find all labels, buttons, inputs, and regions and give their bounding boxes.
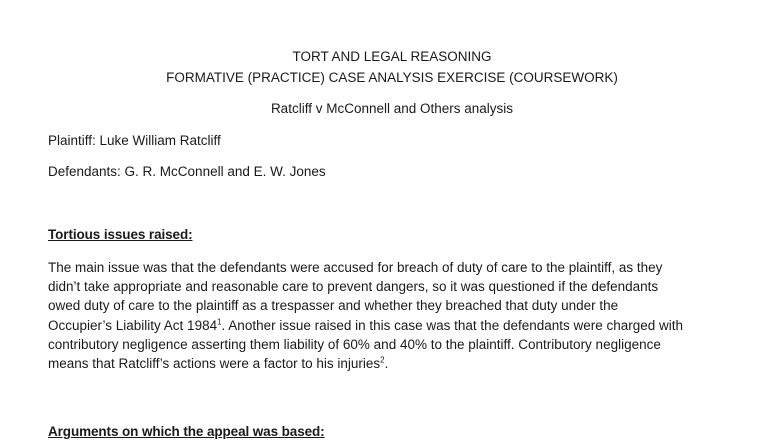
arguments-heading: Arguments on which the appeal was based:: [48, 424, 325, 439]
paragraph-line: didn’t take appropriate and reasonable care to prevent dangers, so it was questioned if the defendants: [48, 279, 659, 295]
footnote-ref-2[interactable]: 2: [380, 355, 385, 365]
paragraph-line: [48, 316, 738, 335]
tortious-issues-paragraph: [48, 258, 738, 373]
exercise-title: FORMATIVE (PRACTICE) CASE ANALYSIS EXERCISE (COURSEWORK): [166, 70, 618, 85]
paragraph-line: The main issue was that the defendants were accused for breach of duty of care to the plaintiff, as they: [48, 260, 663, 275]
text-run: .: [384, 356, 389, 372]
text-run: . Another issue raised in this case was that the defendants were charged with: [221, 317, 684, 333]
paragraph-line: owed duty of care to the plaintiff as a trespasser and whether they breached that duty under the: [48, 298, 619, 314]
course-title: TORT AND LEGAL REASONING: [292, 49, 492, 64]
plaintiff-line: Plaintiff: Luke William Ratcliff: [48, 133, 221, 148]
text-run: Occupier’s Liability Act 1984: [48, 317, 218, 333]
paragraph-line: contributory negligence asserting them liability of 60% and 40% to the plaintiff. Contributory negligence: [48, 336, 661, 352]
footnote-ref-1[interactable]: 1: [217, 317, 222, 327]
case-title: Ratcliff v McConnell and Others analysis: [270, 101, 514, 116]
text-run: means that Ratcliff’s actions were a factor to his injuries: [48, 356, 381, 372]
defendants-line: Defendants: G. R. McConnell and E. W. Jones: [48, 164, 326, 179]
paragraph-line: [48, 354, 738, 373]
tortious-issues-heading: Tortious issues raised:: [48, 227, 193, 242]
